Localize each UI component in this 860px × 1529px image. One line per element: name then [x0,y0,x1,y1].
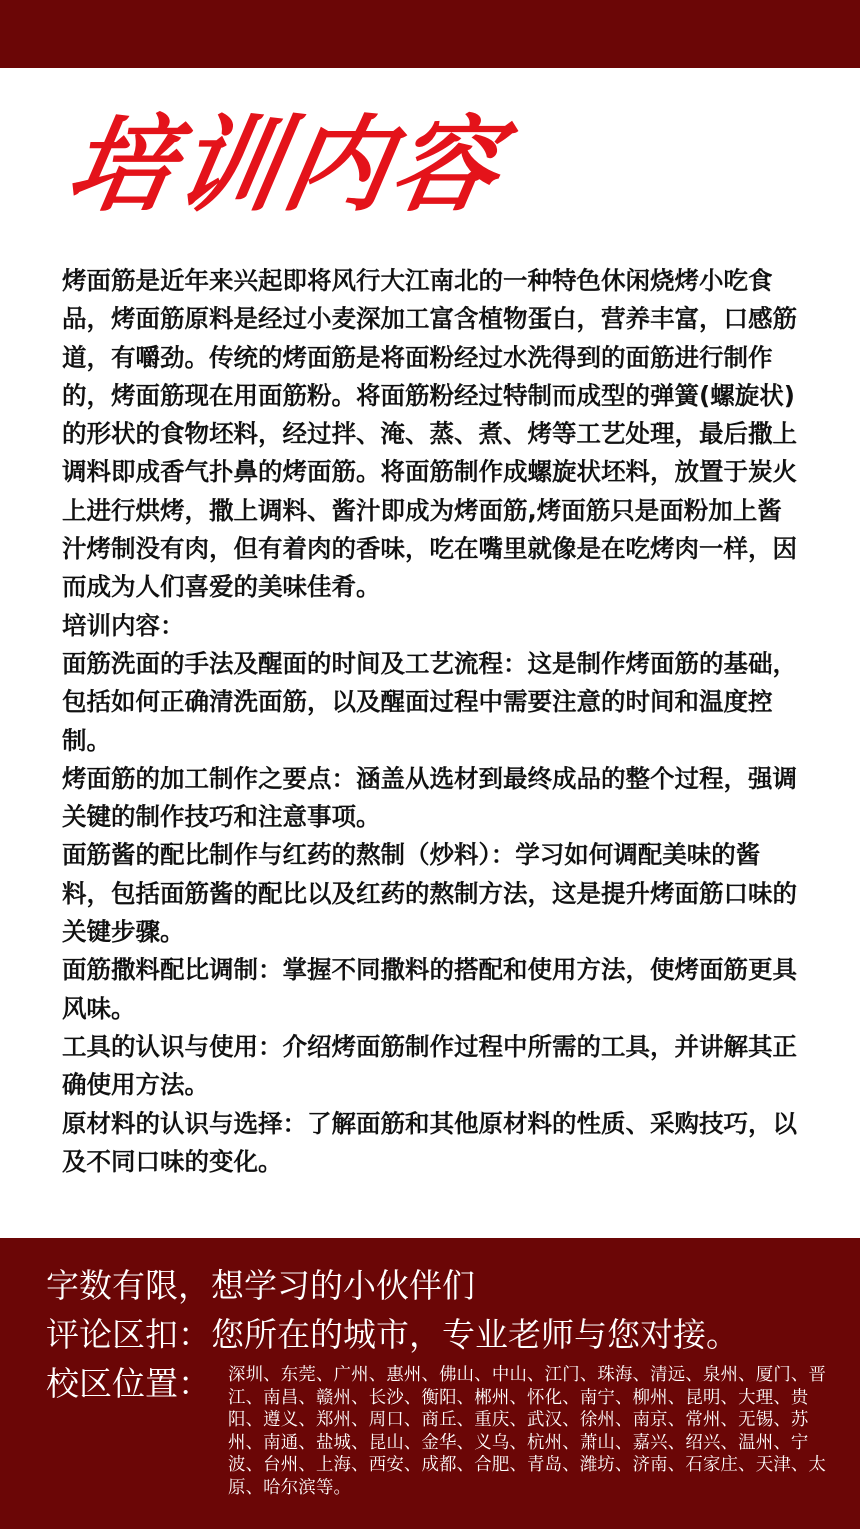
content-item: 面筋酱的配比制作与红药的熬制（炒料）：学习如何调配美味的酱料，包括面筋酱的配比以及红药的熬制方法，这是提升烤面筋口味的关键步骤。 [62,840,797,947]
content-item: 面筋洗面的手法及醒面的时间及工艺流程：这是制作烤面筋的基础，包括如何正确清洗面筋，以及醒面过程中需要注意的时间和温度控制。 [62,648,797,755]
page-title: 培训内容 [58,104,513,226]
content-item: 原材料的认识与选择：了解面筋和其他原材料的性质、采购技巧，以及不同口味的变化。 [62,1108,797,1176]
section-heading: 培训内容： [62,610,185,640]
content-item: 烤面筋的加工制作之要点：涵盖从选材到最终成品的整个过程，强调关键的制作技巧和注意事项。 [62,763,797,832]
content-item: 工具的认识与使用：介绍烤面筋制作过程中所需的工具，并讲解其正确使用方法。 [62,1031,797,1100]
content-item: 面筋撒料配比调制：掌握不同撒料的搭配和使用方法，使烤面筋更具风味。 [62,955,797,1023]
cta-line-2: 评论区扣：您所在的城市，专业老师与您对接。 [46,1315,739,1354]
top-banner-bar [0,0,860,68]
intro-paragraph: 烤面筋是近年来兴起即将风行大江南北的一种特色休闲烧烤小吃食品，烤面筋原料是经过小麦深加工富含植物蛋白，营养丰富，口感筋道，有嚼劲。传统的烤面筋是将面粉经过水洗得到的面筋进行制作的，烤面筋现在用面筋粉。将面筋粉经过特制而成型的弹簧(螺旋状)的形状的食物坯料，经过拌、淹、蒸、煮、烤等工艺处理，最后撒上调料即成香气扑鼻的烤面筋。将面筋制作成螺旋状坯料，放置于炭火上进行烘烤，撒上调料、酱汁即成为烤面筋,烤面筋只是面粉加上酱汁烤制没有肉，但有着肉的香味，吃在嘴里就像是在吃烤肉一样，因而成为人们喜爱的美味佳肴。 [62,266,797,602]
contact-footer [0,1238,860,1529]
cta-line-1: 字数有限，想学习的小伙伴们 [46,1266,475,1305]
training-content-body [62,262,802,1181]
campus-city-list: 深圳、东莞、广州、惠州、佛山、中山、江门、珠海、清远、泉州、厦门、晋江、南昌、赣州、长沙、衡阳、郴州、怀化、南宁、柳州、昆明、大理、贵阳、遵义、郑州、周口、商丘、重庆、武汉、徐州、南京、常州、无锡、苏州、南通、盐城、昆山、金华、义乌、杭州、萧山、嘉兴、绍兴、温州、宁波、台州、上海、西安、成都、合肥、青岛、潍坊、济南、石家庄、天津、太原、哈尔滨等。 [228,1365,827,1498]
campus-label: 校区位置： [46,1364,211,1403]
